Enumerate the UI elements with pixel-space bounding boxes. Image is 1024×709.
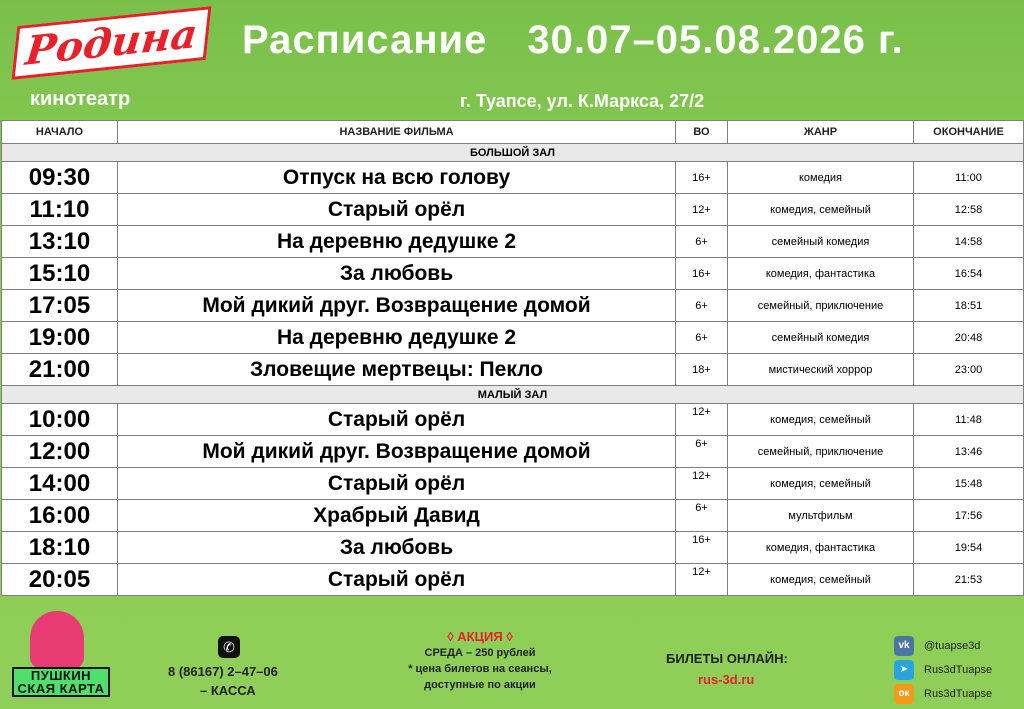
age-rating: 16+ [676, 162, 728, 194]
table-row [2, 322, 1024, 354]
film-title: На деревню дедушке 2 [118, 226, 676, 258]
film-genre: комедия, семейный [728, 468, 914, 500]
session-end-time: 19:54 [914, 532, 1024, 564]
session-start-time: 11:10 [2, 194, 118, 226]
session-end-time: 14:58 [914, 226, 1024, 258]
film-genre: семейный, приключение [728, 290, 914, 322]
social-handle: Rus3dTuapse [924, 688, 993, 700]
film-title: Мой дикий друг. Возвращение домой [118, 436, 676, 468]
pushkin-card-logo [10, 611, 108, 705]
session-start-time: 16:00 [2, 500, 118, 532]
column-header-film: НАЗВАНИЕ ФИЛЬМА [118, 121, 676, 144]
age-rating: 6+ [676, 500, 728, 532]
promo-title: ◊ АКЦИЯ ◊ [447, 629, 513, 644]
logo-wordmark: Родина [12, 6, 212, 80]
social-handle: Rus3dTuapse [924, 664, 993, 676]
session-start-time: 12:00 [2, 436, 118, 468]
film-genre: семейный комедия [728, 322, 914, 354]
film-genre: комедия [728, 162, 914, 194]
table-row [2, 436, 1024, 468]
session-end-time: 16:54 [914, 258, 1024, 290]
age-rating: 16+ [676, 532, 728, 564]
box-office-label: – КАССА [200, 683, 256, 698]
session-start-time: 20:05 [2, 564, 118, 596]
table-row [2, 354, 1024, 386]
film-genre: комедия, семейный [728, 404, 914, 436]
age-rating: 12+ [676, 468, 728, 500]
social-links [894, 635, 992, 707]
telegram-icon: ➤ [894, 660, 914, 680]
film-genre: семейный комедия [728, 226, 914, 258]
film-title: Зловещие мертвецы: Пекло [118, 354, 676, 386]
promo-line-1: СРЕДА – 250 рублей [424, 647, 536, 659]
tickets-site-link[interactable]: rus-3d.ru [698, 672, 755, 687]
age-rating: 12+ [676, 404, 728, 436]
table-row [2, 404, 1024, 436]
social-link[interactable] [894, 659, 992, 681]
logo-subtitle: кинотеатр [30, 88, 131, 110]
odnoklassniki-icon: ок [894, 684, 914, 704]
table-header-row [2, 121, 1024, 144]
session-end-time: 21:53 [914, 564, 1024, 596]
film-title: За любовь [118, 258, 676, 290]
session-end-time: 23:00 [914, 354, 1024, 386]
page-title [242, 18, 904, 63]
table-row [2, 258, 1024, 290]
film-title: Отпуск на всю голову [118, 162, 676, 194]
film-title: Старый орёл [118, 404, 676, 436]
film-title: На деревню дедушке 2 [118, 322, 676, 354]
promo-block [390, 629, 570, 693]
film-title: Мой дикий друг. Возвращение домой [118, 290, 676, 322]
promo-line-3: доступные по акции [424, 679, 536, 691]
hall-header-row [2, 144, 1024, 162]
title-text: Расписание [242, 18, 488, 62]
session-start-time: 13:10 [2, 226, 118, 258]
table-row [2, 290, 1024, 322]
session-end-time: 17:56 [914, 500, 1024, 532]
schedule-dates: 30.07–05.08.2026 г. [527, 18, 904, 62]
phone-icon: ✆ [218, 636, 240, 658]
table-row [2, 532, 1024, 564]
hall-name: МАЛЫЙ ЗАЛ [2, 386, 1024, 404]
session-end-time: 18:51 [914, 290, 1024, 322]
film-title: Старый орёл [118, 194, 676, 226]
schedule-table [1, 120, 1024, 596]
session-start-time: 19:00 [2, 322, 118, 354]
footer [0, 605, 1024, 709]
table-row [2, 226, 1024, 258]
vk-icon: vk [894, 636, 914, 656]
film-genre: комедия, фантастика [728, 532, 914, 564]
cinema-address: г. Туапсе, ул. К.Маркса, 27/2 [460, 91, 705, 111]
session-end-time: 13:46 [914, 436, 1024, 468]
pushkin-card-label: ПУШКИН СКАЯ КАРТА [12, 667, 110, 697]
age-rating: 18+ [676, 354, 728, 386]
age-rating: 6+ [676, 290, 728, 322]
table-row [2, 564, 1024, 596]
film-genre: мультфильм [728, 500, 914, 532]
session-end-time: 20:48 [914, 322, 1024, 354]
hall-name: БОЛЬШОЙ ЗАЛ [2, 144, 1024, 162]
film-title: За любовь [118, 532, 676, 564]
age-rating: 6+ [676, 322, 728, 354]
table-row [2, 162, 1024, 194]
session-start-time: 17:05 [2, 290, 118, 322]
age-rating: 6+ [676, 226, 728, 258]
age-rating: 12+ [676, 194, 728, 226]
age-rating: 12+ [676, 564, 728, 596]
phone-number[interactable]: 8 (86167) 2–47–06 [168, 664, 278, 679]
film-title: Старый орёл [118, 564, 676, 596]
table-row [2, 468, 1024, 500]
column-header-age: ВО [676, 121, 728, 144]
table-row [2, 194, 1024, 226]
film-genre: комедия, семейный [728, 194, 914, 226]
film-title: Храбрый Давид [118, 500, 676, 532]
age-rating: 6+ [676, 436, 728, 468]
social-handle: @tuapse3d [924, 640, 981, 652]
session-start-time: 10:00 [2, 404, 118, 436]
column-header-start: НАЧАЛО [2, 121, 118, 144]
online-tickets-label: БИЛЕТЫ ОНЛАЙН: [666, 651, 788, 666]
session-start-time: 14:00 [2, 468, 118, 500]
session-start-time: 18:10 [2, 532, 118, 564]
film-title: Старый орёл [118, 468, 676, 500]
session-end-time: 11:48 [914, 404, 1024, 436]
session-end-time: 11:00 [914, 162, 1024, 194]
column-header-genre: ЖАНР [728, 121, 914, 144]
hall-header-row [2, 386, 1024, 404]
table-row [2, 500, 1024, 532]
session-start-time: 15:10 [2, 258, 118, 290]
social-link[interactable] [894, 635, 992, 657]
session-end-time: 12:58 [914, 194, 1024, 226]
session-start-time: 09:30 [2, 162, 118, 194]
film-genre: комедия, фантастика [728, 258, 914, 290]
column-header-end: ОКОНЧАНИЕ [914, 121, 1024, 144]
social-link[interactable] [894, 683, 992, 705]
promo-line-2: * цена билетов на сеансы, [408, 663, 552, 675]
film-genre: семейный, приключение [728, 436, 914, 468]
session-end-time: 15:48 [914, 468, 1024, 500]
session-start-time: 21:00 [2, 354, 118, 386]
pushkin-portrait-icon [30, 611, 84, 669]
film-genre: мистический хоррор [728, 354, 914, 386]
film-genre: комедия, семейный [728, 564, 914, 596]
age-rating: 16+ [676, 258, 728, 290]
schedule-body [2, 144, 1024, 596]
